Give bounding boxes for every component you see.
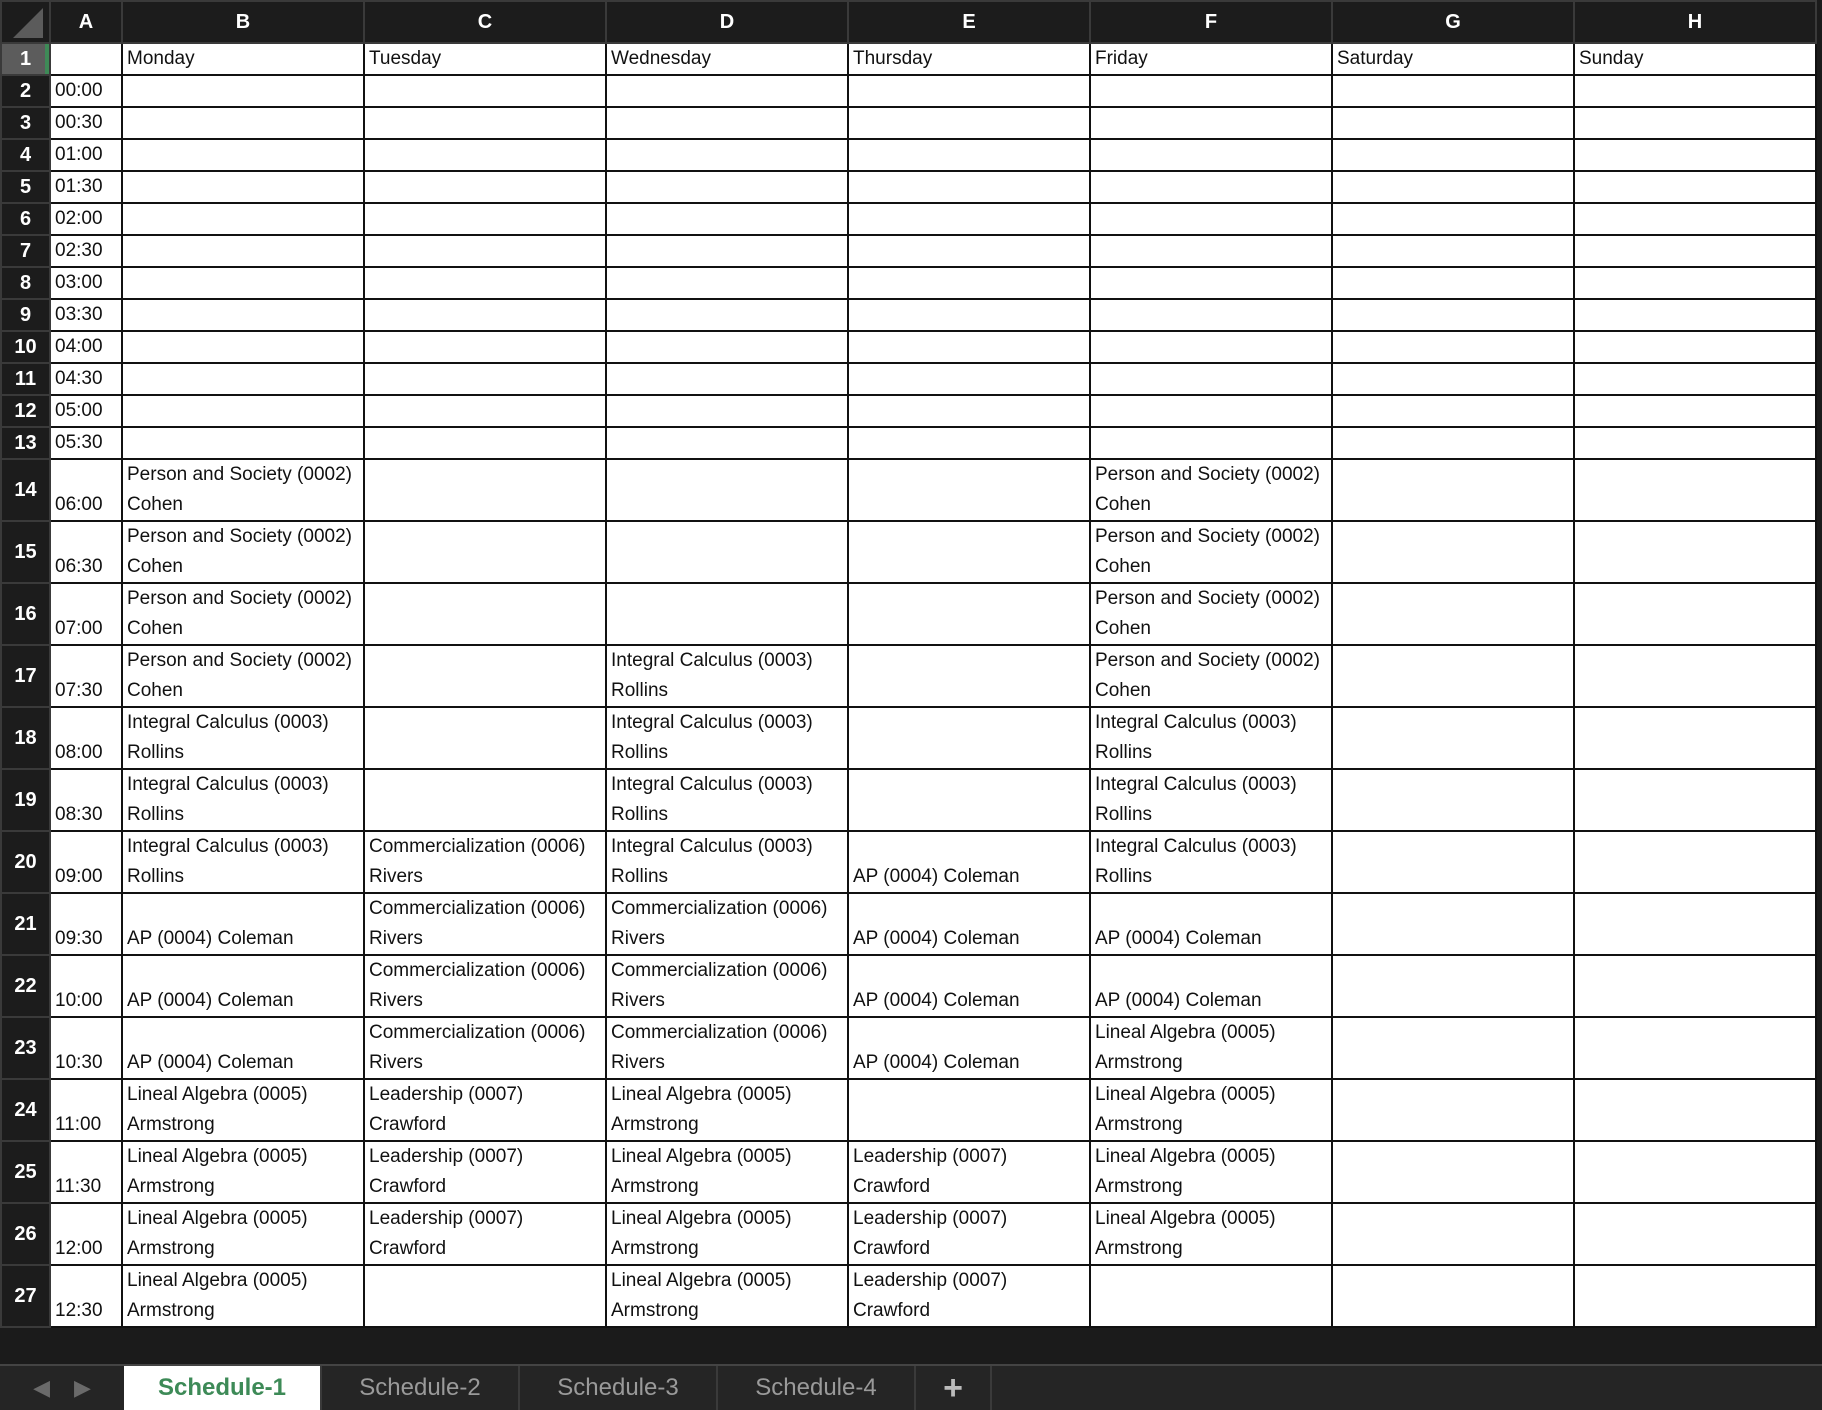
schedule-cell[interactable]: Commercialization (0006) Rivers (364, 831, 606, 893)
sheet-tab-schedule-4[interactable]: Schedule-4 (718, 1366, 916, 1410)
schedule-cell[interactable] (606, 395, 848, 427)
select-all-corner[interactable] (1, 1, 50, 43)
schedule-cell[interactable] (1090, 203, 1332, 235)
schedule-cell[interactable] (364, 521, 606, 583)
schedule-cell[interactable] (606, 299, 848, 331)
row-header[interactable]: 16 (1, 583, 50, 645)
schedule-cell[interactable] (1332, 395, 1574, 427)
schedule-cell[interactable] (848, 203, 1090, 235)
row-header[interactable]: 24 (1, 1079, 50, 1141)
table-row (1, 769, 1816, 831)
time-cell[interactable]: 00:30 (50, 107, 122, 139)
schedule-cell[interactable] (606, 139, 848, 171)
table-row (1, 1203, 1816, 1265)
time-cell[interactable]: 04:30 (50, 363, 122, 395)
schedule-cell[interactable] (1090, 75, 1332, 107)
schedule-cell[interactable] (1090, 171, 1332, 203)
row-header[interactable]: 1 (1, 43, 50, 75)
day-header-cell[interactable]: Thursday (848, 43, 1090, 75)
schedule-cell[interactable]: Commercialization (0006) Rivers (364, 1017, 606, 1079)
schedule-cell[interactable]: Lineal Algebra (0005) Armstrong (1090, 1079, 1332, 1141)
sheet-tab-schedule-2[interactable]: Schedule-2 (322, 1366, 520, 1410)
column-header-c[interactable]: C (364, 1, 606, 43)
time-cell[interactable]: 03:00 (50, 267, 122, 299)
column-header-b[interactable]: B (122, 1, 364, 43)
schedule-cell[interactable] (122, 331, 364, 363)
schedule-cell[interactable]: Lineal Algebra (0005) Armstrong (122, 1141, 364, 1203)
row-header[interactable]: 7 (1, 235, 50, 267)
time-cell[interactable]: 05:00 (50, 395, 122, 427)
schedule-cell[interactable] (364, 1265, 606, 1327)
table-row (1, 521, 1816, 583)
schedule-cell[interactable]: Person and Society (0002) Cohen (1090, 521, 1332, 583)
schedule-cell[interactable] (848, 459, 1090, 521)
table-row (1, 1079, 1816, 1141)
schedule-cell[interactable]: Integral Calculus (0003) Rollins (606, 831, 848, 893)
schedule-cell[interactable]: Lineal Algebra (0005) Armstrong (122, 1265, 364, 1327)
schedule-cell[interactable] (364, 459, 606, 521)
row-header[interactable]: 20 (1, 831, 50, 893)
sheet-tab-schedule-3[interactable]: Schedule-3 (520, 1366, 718, 1410)
sheet-tab-bar (0, 1364, 1822, 1410)
column-header-a[interactable]: A (50, 1, 122, 43)
schedule-cell[interactable] (1090, 139, 1332, 171)
schedule-cell[interactable] (364, 235, 606, 267)
schedule-cell[interactable] (1574, 459, 1816, 521)
schedule-cell[interactable] (848, 583, 1090, 645)
schedule-cell[interactable] (1574, 171, 1816, 203)
schedule-cell[interactable] (1332, 707, 1574, 769)
table-row (1, 267, 1816, 299)
schedule-cell[interactable]: AP (0004) Coleman (122, 1017, 364, 1079)
row-header[interactable]: 14 (1, 459, 50, 521)
schedule-cell[interactable] (1574, 395, 1816, 427)
time-cell[interactable]: 02:00 (50, 203, 122, 235)
table-row (1, 363, 1816, 395)
schedule-cell[interactable]: AP (0004) Coleman (848, 893, 1090, 955)
row-header[interactable]: 3 (1, 107, 50, 139)
row-header[interactable]: 9 (1, 299, 50, 331)
schedule-cell[interactable] (1574, 203, 1816, 235)
schedule-cell[interactable]: Lineal Algebra (0005) Armstrong (606, 1203, 848, 1265)
row-header[interactable]: 21 (1, 893, 50, 955)
table-row (1, 171, 1816, 203)
schedule-cell[interactable] (1574, 1141, 1816, 1203)
column-header-e[interactable]: E (848, 1, 1090, 43)
schedule-cell[interactable] (122, 203, 364, 235)
table-row (1, 1265, 1816, 1327)
row-header[interactable]: 15 (1, 521, 50, 583)
row-header[interactable]: 13 (1, 427, 50, 459)
schedule-cell[interactable]: Integral Calculus (0003) Rollins (122, 831, 364, 893)
schedule-cell[interactable]: Person and Society (0002) Cohen (1090, 583, 1332, 645)
schedule-cell[interactable] (364, 331, 606, 363)
schedule-cell[interactable] (364, 139, 606, 171)
schedule-cell[interactable]: Integral Calculus (0003) Rollins (1090, 707, 1332, 769)
schedule-cell[interactable]: Leadership (0007) Crawford (364, 1141, 606, 1203)
time-cell[interactable]: 09:30 (50, 893, 122, 955)
schedule-cell[interactable]: Person and Society (0002) Cohen (1090, 645, 1332, 707)
day-header-cell[interactable]: Friday (1090, 43, 1332, 75)
schedule-cell[interactable]: Integral Calculus (0003) Rollins (122, 707, 364, 769)
day-header-cell[interactable]: Sunday (1574, 43, 1816, 75)
schedule-cell[interactable] (1332, 831, 1574, 893)
time-cell[interactable]: 09:00 (50, 831, 122, 893)
schedule-cell[interactable] (1332, 955, 1574, 1017)
schedule-cell[interactable] (606, 521, 848, 583)
schedule-cell[interactable] (122, 235, 364, 267)
row-header[interactable]: 12 (1, 395, 50, 427)
schedule-cell[interactable] (848, 427, 1090, 459)
schedule-cell[interactable] (1332, 1203, 1574, 1265)
schedule-cell[interactable] (1574, 235, 1816, 267)
schedule-cell[interactable] (1574, 331, 1816, 363)
schedule-cell[interactable] (1332, 1265, 1574, 1327)
schedule-cell[interactable] (364, 75, 606, 107)
schedule-cell[interactable] (1574, 75, 1816, 107)
schedule-cell[interactable] (1332, 645, 1574, 707)
time-cell[interactable]: 05:30 (50, 427, 122, 459)
row-header[interactable]: 4 (1, 139, 50, 171)
schedule-cell[interactable] (1574, 893, 1816, 955)
schedule-cell[interactable] (364, 427, 606, 459)
schedule-cell[interactable] (364, 583, 606, 645)
schedule-cell[interactable] (364, 395, 606, 427)
schedule-cell[interactable] (364, 769, 606, 831)
schedule-cell[interactable] (606, 235, 848, 267)
schedule-cell[interactable]: AP (0004) Coleman (122, 893, 364, 955)
schedule-cell[interactable] (122, 107, 364, 139)
table-row (1, 107, 1816, 139)
schedule-cell[interactable] (848, 769, 1090, 831)
schedule-cell[interactable] (122, 267, 364, 299)
schedule-cell[interactable] (364, 107, 606, 139)
scroll-right-icon[interactable]: ▶ (74, 1375, 91, 1400)
schedule-cell[interactable] (122, 299, 364, 331)
table-row (1, 235, 1816, 267)
schedule-cell[interactable]: Lineal Algebra (0005) Armstrong (606, 1079, 848, 1141)
schedule-cell[interactable] (1090, 235, 1332, 267)
time-cell[interactable]: 01:00 (50, 139, 122, 171)
schedule-cell[interactable] (606, 331, 848, 363)
schedule-cell[interactable] (848, 107, 1090, 139)
schedule-cell[interactable] (122, 427, 364, 459)
tab-navigation (0, 1366, 124, 1410)
column-header-f[interactable]: F (1090, 1, 1332, 43)
table-row (1, 75, 1816, 107)
table-row (1, 955, 1816, 1017)
schedule-cell[interactable] (848, 331, 1090, 363)
row-header[interactable]: 27 (1, 1265, 50, 1327)
row-header[interactable]: 25 (1, 1141, 50, 1203)
time-cell[interactable]: 06:30 (50, 521, 122, 583)
schedule-cell[interactable] (122, 395, 364, 427)
schedule-cell[interactable] (1090, 395, 1332, 427)
schedule-cell[interactable] (1332, 75, 1574, 107)
schedule-cell[interactable]: AP (0004) Coleman (848, 955, 1090, 1017)
schedule-cell[interactable] (1574, 107, 1816, 139)
sheet-tab-schedule-1[interactable]: Schedule-1 (124, 1366, 322, 1410)
schedule-cell[interactable] (1332, 171, 1574, 203)
schedule-cell[interactable] (364, 171, 606, 203)
schedule-cell[interactable] (122, 139, 364, 171)
time-cell[interactable] (50, 43, 122, 75)
day-header-cell[interactable]: Tuesday (364, 43, 606, 75)
schedule-cell[interactable]: Leadership (0007) Crawford (848, 1203, 1090, 1265)
row-header[interactable]: 19 (1, 769, 50, 831)
schedule-cell[interactable]: AP (0004) Coleman (1090, 893, 1332, 955)
table-row (1, 707, 1816, 769)
schedule-cell[interactable]: Lineal Algebra (0005) Armstrong (1090, 1141, 1332, 1203)
row-header[interactable]: 10 (1, 331, 50, 363)
schedule-cell[interactable] (1574, 831, 1816, 893)
add-sheet-button[interactable]: + (916, 1366, 992, 1410)
schedule-cell[interactable] (1332, 769, 1574, 831)
row-header[interactable]: 22 (1, 955, 50, 1017)
schedule-cell[interactable] (1332, 893, 1574, 955)
schedule-cell[interactable] (1332, 331, 1574, 363)
schedule-cell[interactable]: Integral Calculus (0003) Rollins (606, 645, 848, 707)
scroll-left-icon[interactable]: ◀ (33, 1375, 50, 1400)
time-cell[interactable]: 06:00 (50, 459, 122, 521)
schedule-cell[interactable] (848, 171, 1090, 203)
row-header[interactable]: 2 (1, 75, 50, 107)
row-header[interactable]: 11 (1, 363, 50, 395)
schedule-cell[interactable]: Lineal Algebra (0005) Armstrong (1090, 1203, 1332, 1265)
schedule-cell[interactable] (1090, 331, 1332, 363)
schedule-cell[interactable] (1332, 583, 1574, 645)
table-row (1, 1141, 1816, 1203)
schedule-cell[interactable] (1574, 583, 1816, 645)
time-cell[interactable]: 02:30 (50, 235, 122, 267)
table-row (1, 395, 1816, 427)
time-cell[interactable]: 01:30 (50, 171, 122, 203)
schedule-cell[interactable]: Integral Calculus (0003) Rollins (606, 707, 848, 769)
schedule-cell[interactable] (848, 707, 1090, 769)
schedule-cell[interactable]: Commercialization (0006) Rivers (364, 955, 606, 1017)
day-header-cell[interactable]: Monday (122, 43, 364, 75)
schedule-cell[interactable] (1574, 427, 1816, 459)
time-cell[interactable]: 04:00 (50, 331, 122, 363)
schedule-cell[interactable] (606, 107, 848, 139)
schedule-cell[interactable] (1332, 363, 1574, 395)
time-cell[interactable]: 12:30 (50, 1265, 122, 1327)
schedule-cell[interactable] (1574, 707, 1816, 769)
schedule-cell[interactable] (1574, 139, 1816, 171)
time-cell[interactable]: 07:00 (50, 583, 122, 645)
row-header[interactable]: 5 (1, 171, 50, 203)
table-row (1, 893, 1816, 955)
schedule-cell[interactable]: Lineal Algebra (0005) Armstrong (1090, 1017, 1332, 1079)
schedule-cell[interactable]: Commercialization (0006) Rivers (606, 955, 848, 1017)
schedule-cell[interactable] (1090, 363, 1332, 395)
column-header-h[interactable]: H (1574, 1, 1816, 43)
time-cell[interactable]: 00:00 (50, 75, 122, 107)
schedule-cell[interactable] (1574, 645, 1816, 707)
time-cell[interactable]: 11:00 (50, 1079, 122, 1141)
time-cell[interactable]: 10:00 (50, 955, 122, 1017)
schedule-cell[interactable] (1574, 299, 1816, 331)
schedule-cell[interactable] (1332, 1141, 1574, 1203)
table-row (1, 139, 1816, 171)
schedule-cell[interactable] (606, 75, 848, 107)
schedule-cell[interactable] (1574, 1017, 1816, 1079)
schedule-cell[interactable] (1332, 235, 1574, 267)
schedule-cell[interactable] (1574, 1265, 1816, 1327)
schedule-cell[interactable] (1090, 427, 1332, 459)
time-cell[interactable]: 12:00 (50, 1203, 122, 1265)
schedule-cell[interactable] (1332, 107, 1574, 139)
day-header-cell[interactable]: Saturday (1332, 43, 1574, 75)
schedule-cell[interactable] (1332, 427, 1574, 459)
schedule-cell[interactable] (364, 267, 606, 299)
table-row (1, 645, 1816, 707)
schedule-cell[interactable]: Commercialization (0006) Rivers (606, 893, 848, 955)
time-cell[interactable]: 10:30 (50, 1017, 122, 1079)
row-header[interactable]: 17 (1, 645, 50, 707)
row-header[interactable]: 23 (1, 1017, 50, 1079)
schedule-cell[interactable] (848, 1079, 1090, 1141)
table-row (1, 427, 1816, 459)
schedule-cell[interactable]: Person and Society (0002) Cohen (122, 583, 364, 645)
schedule-cell[interactable] (122, 171, 364, 203)
table-row (1, 331, 1816, 363)
schedule-cell[interactable] (1332, 299, 1574, 331)
schedule-cell[interactable]: Person and Society (0002) Cohen (122, 521, 364, 583)
table-row (1, 43, 1816, 75)
schedule-cell[interactable] (606, 171, 848, 203)
schedule-cell[interactable] (848, 395, 1090, 427)
schedule-cell[interactable] (606, 427, 848, 459)
table-row (1, 203, 1816, 235)
schedule-cell[interactable] (364, 707, 606, 769)
schedule-cell[interactable] (1574, 769, 1816, 831)
schedule-cell[interactable] (1332, 203, 1574, 235)
schedule-cell[interactable] (606, 203, 848, 235)
schedule-cell[interactable] (1332, 139, 1574, 171)
schedule-cell[interactable] (606, 583, 848, 645)
table-row (1, 1017, 1816, 1079)
schedule-cell[interactable] (1574, 267, 1816, 299)
row-header[interactable]: 8 (1, 267, 50, 299)
schedule-cell[interactable] (1332, 267, 1574, 299)
schedule-cell[interactable]: Lineal Algebra (0005) Armstrong (606, 1141, 848, 1203)
schedule-cell[interactable] (848, 521, 1090, 583)
time-cell[interactable]: 03:30 (50, 299, 122, 331)
schedule-cell[interactable] (1090, 299, 1332, 331)
schedule-cell[interactable]: AP (0004) Coleman (122, 955, 364, 1017)
schedule-cell[interactable] (364, 645, 606, 707)
schedule-cell[interactable] (848, 363, 1090, 395)
schedule-cell[interactable] (1090, 267, 1332, 299)
schedule-cell[interactable] (1574, 521, 1816, 583)
schedule-cell[interactable]: AP (0004) Coleman (848, 831, 1090, 893)
table-row (1, 299, 1816, 331)
schedule-cell[interactable]: AP (0004) Coleman (1090, 955, 1332, 1017)
schedule-cell[interactable]: Lineal Algebra (0005) Armstrong (122, 1079, 364, 1141)
schedule-cell[interactable] (122, 363, 364, 395)
schedule-cell[interactable] (848, 299, 1090, 331)
schedule-cell[interactable] (122, 75, 364, 107)
schedule-cell[interactable]: Commercialization (0006) Rivers (364, 893, 606, 955)
schedule-cell[interactable]: Person and Society (0002) Cohen (1090, 459, 1332, 521)
schedule-cell[interactable] (1574, 363, 1816, 395)
row-header[interactable]: 26 (1, 1203, 50, 1265)
table-row (1, 583, 1816, 645)
time-cell[interactable]: 08:00 (50, 707, 122, 769)
schedule-cell[interactable] (364, 363, 606, 395)
column-header-d[interactable]: D (606, 1, 848, 43)
schedule-cell[interactable]: Leadership (0007) Crawford (848, 1265, 1090, 1327)
schedule-cell[interactable]: Lineal Algebra (0005) Armstrong (606, 1265, 848, 1327)
schedule-cell[interactable] (1090, 107, 1332, 139)
time-cell[interactable]: 07:30 (50, 645, 122, 707)
schedule-cell[interactable] (1332, 1079, 1574, 1141)
schedule-cell[interactable] (1332, 459, 1574, 521)
schedule-cell[interactable]: Leadership (0007) Crawford (364, 1079, 606, 1141)
day-header-cell[interactable]: Wednesday (606, 43, 848, 75)
column-header-g[interactable]: G (1332, 1, 1574, 43)
schedule-cell[interactable] (1574, 1079, 1816, 1141)
time-cell[interactable]: 08:30 (50, 769, 122, 831)
schedule-cell[interactable]: Person and Society (0002) Cohen (122, 459, 364, 521)
schedule-cell[interactable] (606, 267, 848, 299)
table-row (1, 831, 1816, 893)
schedule-cell[interactable]: Integral Calculus (0003) Rollins (606, 769, 848, 831)
schedule-cell[interactable] (606, 363, 848, 395)
schedule-cell[interactable]: Integral Calculus (0003) Rollins (122, 769, 364, 831)
schedule-cell[interactable] (848, 139, 1090, 171)
schedule-cell[interactable]: Leadership (0007) Crawford (848, 1141, 1090, 1203)
schedule-cell[interactable]: Integral Calculus (0003) Rollins (1090, 831, 1332, 893)
schedule-cell[interactable] (848, 75, 1090, 107)
schedule-cell[interactable]: Leadership (0007) Crawford (364, 1203, 606, 1265)
row-header[interactable]: 6 (1, 203, 50, 235)
schedule-cell[interactable] (1574, 1203, 1816, 1265)
time-cell[interactable]: 11:30 (50, 1141, 122, 1203)
schedule-cell[interactable]: AP (0004) Coleman (848, 1017, 1090, 1079)
schedule-cell[interactable] (848, 645, 1090, 707)
schedule-cell[interactable] (606, 459, 848, 521)
schedule-cell[interactable] (364, 203, 606, 235)
schedule-cell[interactable]: Person and Society (0002) Cohen (122, 645, 364, 707)
schedule-cell[interactable] (364, 299, 606, 331)
schedule-cell[interactable] (1574, 955, 1816, 1017)
schedule-cell[interactable] (848, 267, 1090, 299)
schedule-cell[interactable] (848, 235, 1090, 267)
schedule-cell[interactable] (1332, 521, 1574, 583)
schedule-cell[interactable]: Commercialization (0006) Rivers (606, 1017, 848, 1079)
table-row (1, 459, 1816, 521)
schedule-cell[interactable]: Lineal Algebra (0005) Armstrong (122, 1203, 364, 1265)
schedule-cell[interactable] (1090, 1265, 1332, 1327)
schedule-cell[interactable]: Integral Calculus (0003) Rollins (1090, 769, 1332, 831)
row-header[interactable]: 18 (1, 707, 50, 769)
schedule-cell[interactable] (1332, 1017, 1574, 1079)
